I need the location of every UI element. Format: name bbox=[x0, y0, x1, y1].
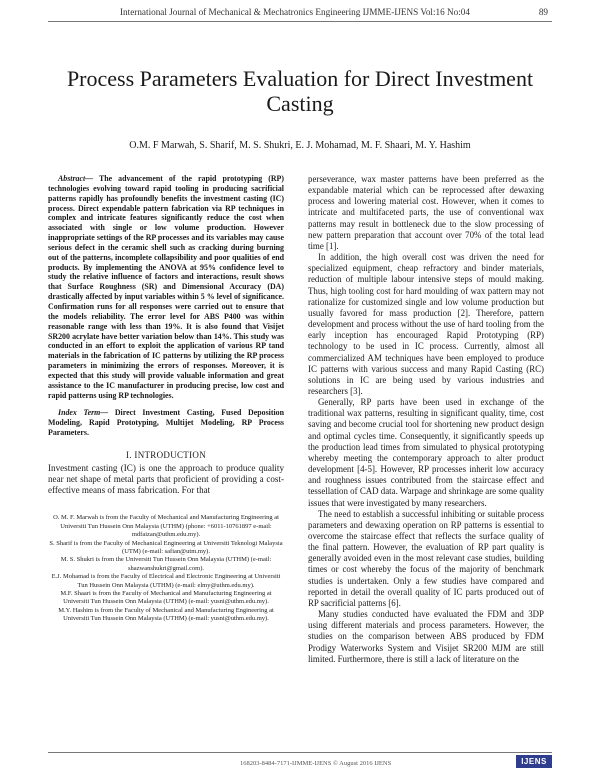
affiliation-note: M.F. Shaari is from the Faculty of Mechanical and Manufacturing Engineering at Universiti Tun Hussein Onn Malaysia (UTHM) (e-mail: yusni@uthm.edu.my). bbox=[60, 590, 272, 606]
affiliation-note: E.J. Mohamad is from the Faculty of Electrical and Electronic Engineering at Universiti Tun Hussein Onn Malaysia (UTHM) (e-mail: elmy@uthm.edu.my). bbox=[51, 573, 281, 589]
header-rule bbox=[48, 21, 552, 22]
running-head: International Journal of Mechanical & Mechatronics Engineering IJMME-IJENS Vol:16 No:04 bbox=[120, 7, 470, 17]
abstract bbox=[48, 174, 284, 400]
right-column bbox=[308, 174, 544, 665]
index-terms-lead: Index Term— bbox=[58, 408, 109, 418]
affiliation-note: M. S. Shukri is from the Universiti Tun Hussein Onn Malaysia (UTHM) (e-mail: shazwanshukri@gmail.com). bbox=[60, 556, 272, 572]
body-paragraph: Many studies conducted have evaluated the FDM and 3DP using different materials and process parameters. However, the studies on the comparison between ABS produced by FDM Prodigy Waterworks System and Visijet SR200 MJM are still limited. Furthermore, there is still a lack of literature on the bbox=[308, 609, 544, 664]
author-list: O.M. F Marwah, S. Sharif, M. S. Shukri, E. J. Mohamad, M. F. Shaari, M. Y. Hashim bbox=[129, 140, 471, 151]
left-column bbox=[48, 174, 284, 624]
affiliation-note: M.Y. Hashim is from the Faculty of Mechanical and Manufacturing Engineering at Universiti Tun Hussein Onn Malaysia (UTHM) (e-mail: yusni@uthm.edu.my). bbox=[58, 606, 274, 623]
affiliation-note: O. M. F. Marwah is from the Faculty of Mechanical and Manufacturing Engineering at Universiti Tun Hussein Onn Malaysia (UTHM) (phone: +6011-10761897 e-mail: mdfaizan@uthm.edu.my). bbox=[53, 514, 279, 539]
body-paragraph: In addition, the high overall cost was driven the need for specialized equipment, cheap refractory and binder materials, reduction of multiple labour intensive steps of mould making. Thus, high tooling cost for hard moulding of wax pattern may not rationalize for customized single and low volume production but usually favored for mass production [2]. Therefore, pattern development and process without the use of hard tooling from the early inception has encouraged Rapid Prototyping (RP) technology to be used in IC process. Currently, almost all commercialized AM techniques have been employed to produce IC patterns with various success and many Rapid Casting (RC) solutions in IC are being used by various industries and researchers [3]. bbox=[308, 252, 544, 396]
abstract-text: The advancement of the rapid prototyping (RP) technologies evolving toward rapid tooling in producing sacrificial patterns rapidly has profoundly benefits the investment casting (IC) process. Direct expendable pattern fabrication via RP techniques in complex and intricate features significantly reduce the cost when associated with single or low volume production. However inappropriate settings of the RP processes and its variables may cause serious defect in the ceramic shell such as cracking during burning out of the patterns, incomplete collapsibility and poor qualities of end products. By implementing the ANOVA at 95% confidence level to study the relative influence of factors and interactions, result shows that Surface Roughness (SR) and Dimensional Accuracy (DA) drastically affected by input variables within 5 % level of significance. Confirmation runs for all responses were carried out to ensure that the models reliability. The error level for ABS P400 was within reasonable range with less than 19%. It is also found that Visijet SR200 acrylate have better variation below than 14%. This study was conducted in an effort to exploit the application of various RP tand materials in the fabrication of IC patterns by utilizing the RP process parameters in minimizing the errors of responses. Moreover, it is expected that this study will provide valuable information and great assistance to the IC manufacturer in producing precise, low cost and rapid patterns using RP technologies. bbox=[48, 174, 284, 400]
affiliations bbox=[48, 514, 284, 623]
page-number: 89 bbox=[538, 7, 548, 17]
footer-text: 168203-8484-7171-IJMME-IJENS © August 2016 IJENS bbox=[240, 760, 392, 767]
section-heading: I. INTRODUCTION bbox=[126, 449, 206, 460]
footer-rule bbox=[48, 752, 552, 753]
intro-paragraph: Investment casting (IC) is one the approach to produce quality near net shape of metal parts that proficient of providing a cost-effective means of mass fabrication. For that bbox=[48, 462, 284, 496]
paper-title: Process Parameters Evaluation for Direct Investment Casting bbox=[66, 66, 534, 116]
affiliation-note: S. Sharif is from the Faculty of Mechanical Engineering at Universiti Teknologi Malaysia (UTM) (e-mail: safian@utm.my). bbox=[49, 539, 283, 556]
body-paragraph: The need to establish a successful inhibiting or suitable process parameters and dewaxing operation on RP patterns is essential to overcome the staircase effect that reflects the surface quality of the final pattern. However, the evaluation of RP part quality is generally avoided even in the most relevant case studies, building times or cost whereby the focus of the majority of benchmark studies is undertaken. Only a few studies have compared and reported in detail the overall quality of IC parts produced out of RP sacrificial patterns [6]. bbox=[308, 508, 544, 608]
ijens-logo: IJENS bbox=[516, 755, 552, 768]
abstract-lead: Abstract— bbox=[58, 174, 94, 183]
body-paragraph: perseverance, wax master patterns have been preferred as the expandable material which can be reprocessed after dewaxing process and lowering material cost. However, when it comes to intricate and multifaceted parts, the use of conventional wax patterns may result in bottleneck due to the slow processing of new pattern preparation that account over 70% of the total lead time [1]. bbox=[308, 174, 544, 251]
index-terms-text: Direct Investment Casting, Fused Deposition Modeling, Rapid Prototyping, Multijet Modeling, RP Process Parameters. bbox=[48, 408, 284, 438]
index-terms bbox=[48, 408, 284, 438]
body-paragraph: Generally, RP parts have been used in exchange of the traditional wax patterns, resulting in significant quality, time, cost saving and become crucial tool for shortening new product design and optimal cycles time. Consequently, it significantly speeds up the production lead times from simulated to physical prototyping whereby meeting the contemporary approach to alter product development [4-5]. However, RP processes inherit low accuracy and roughness issues contributed from the staircase effect and tessellation of CAD data. Warpage and shrinkage are some quality issues that were investigated by many researchers. bbox=[308, 397, 544, 508]
